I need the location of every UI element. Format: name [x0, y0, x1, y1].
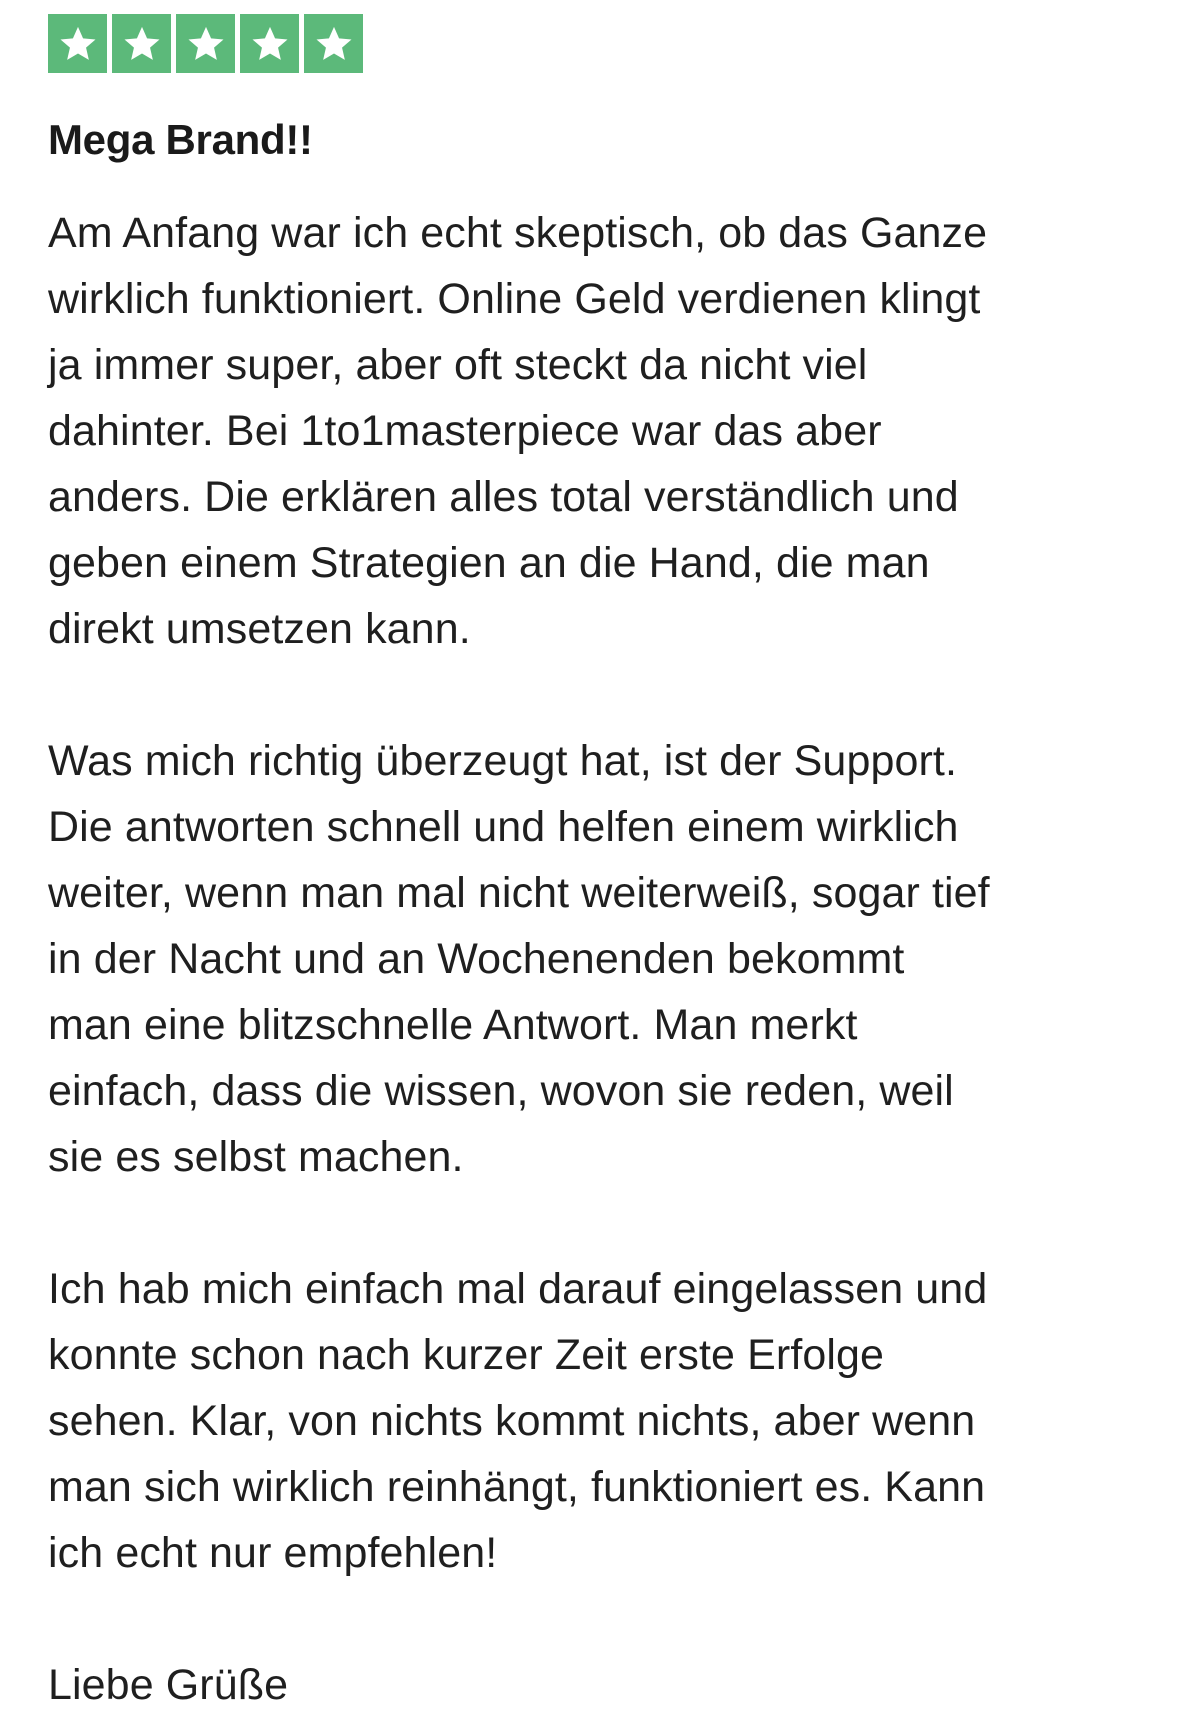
star-icon	[249, 23, 291, 65]
star-1	[48, 14, 107, 73]
review-paragraph-3: Ich hab mich einfach mal darauf eingelassen und konnte schon nach kurzer Zeit erste Erfolge sehen. Klar, von nichts kommt nichts, aber wenn man sich wirklich reinhängt, funktioniert es. Kann ich echt nur empfehlen!	[48, 1265, 988, 1577]
review-paragraph-1: Am Anfang war ich echt skeptisch, ob das Ganze wirklich funktioniert. Online Geld verdienen klingt ja immer super, aber oft steckt da nicht viel dahinter. Bei 1to1masterpiece war das aber anders. Die erklären alles total verständlich und geben einem Strategien an die Hand, die man direkt umsetzen kann.	[48, 209, 988, 653]
star-icon	[121, 23, 163, 65]
star-rating	[48, 14, 1148, 76]
review-card	[48, 14, 1148, 1718]
review-body	[48, 200, 1148, 1718]
star-5	[304, 14, 363, 73]
star-icon	[185, 23, 227, 65]
star-icon	[57, 23, 99, 65]
review-title: Mega Brand!!	[48, 116, 313, 163]
review-signoff: Liebe Grüße	[48, 1661, 289, 1709]
star-icon	[313, 23, 355, 65]
star-2	[112, 14, 171, 73]
review-paragraph-2: Was mich richtig überzeugt hat, ist der Support. Die antworten schnell und helfen einem wirklich weiter, wenn man mal nicht weiterweiß, sogar tief in der Nacht und an Wochenenden bekommt man eine blitzschnelle Antwort. Man merkt einfach, dass die wissen, wovon sie reden, weil sie es selbst machen.	[48, 737, 990, 1181]
star-3	[176, 14, 235, 73]
star-4	[240, 14, 299, 73]
